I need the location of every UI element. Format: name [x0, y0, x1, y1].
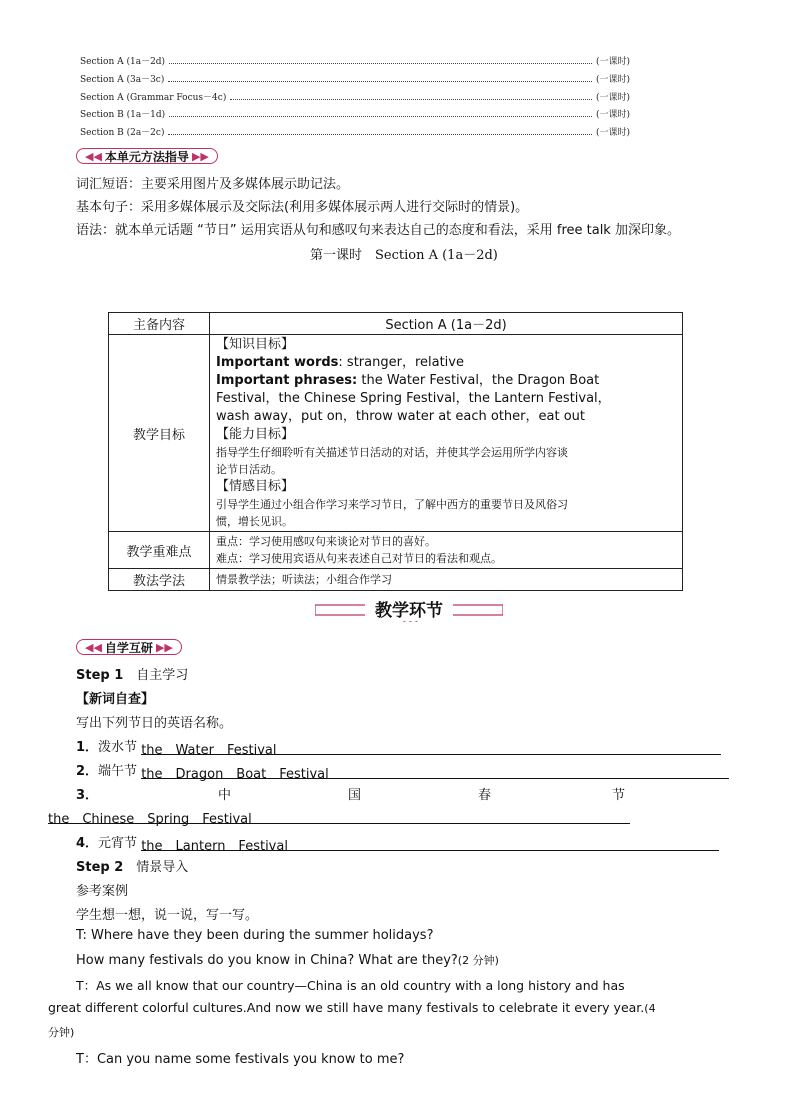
q4-answer-line[interactable]: [141, 835, 719, 854]
key-cell: [210, 532, 683, 569]
table-header-left: 主备内容: [109, 313, 210, 335]
phrases-line-3: wash away，put on，throw water at each other，eat out: [216, 409, 585, 424]
chevron-left-icon: ◀◀: [85, 149, 102, 163]
toc-label: Section A (1a－2d): [80, 56, 166, 67]
emotion-line: 引导学生通过小组合作学习来学习节日，了解中西方的重要节日及风俗习: [216, 498, 568, 511]
step2-label: Step 2: [76, 860, 124, 875]
toc-label: Section B (1a－1d): [80, 109, 166, 120]
time-note: (4: [644, 1002, 656, 1015]
dialogue-line: [76, 952, 499, 968]
emotion-line-2: 惯，增长见识。: [216, 515, 293, 528]
q3-cn-char: 国: [348, 788, 362, 803]
time-note: (2 分钟): [457, 954, 499, 967]
dialogue-line: T：Can you name some festivals you know to me?: [76, 1052, 405, 1067]
toc-label: Section B (2a－2c): [80, 127, 165, 138]
words-line: [216, 354, 676, 372]
question-3: [76, 784, 731, 803]
q1-answer: the Water Festival: [141, 743, 277, 758]
chevron-right-icon: ▶▶: [155, 640, 173, 654]
q4-cn: 元宵节: [98, 836, 138, 851]
question-4: [76, 832, 719, 854]
q3-num: 3．: [76, 788, 99, 803]
section-heading-text: 教学环节: [365, 596, 453, 621]
key-label: 教学重难点: [109, 532, 210, 569]
phrases-line: [216, 372, 676, 390]
question-2: [76, 760, 729, 782]
goals-label: 教学目标: [109, 335, 210, 532]
dialogue-text: How many festivals do you know in China? What are they?: [76, 953, 458, 968]
instruction: 写出下列节日的英语名称。: [76, 716, 233, 731]
emotion-title: 【情感目标】: [216, 479, 295, 494]
section-heading: [315, 598, 503, 620]
toc-row: [80, 124, 630, 138]
question-1: [76, 736, 721, 758]
self-study-label: 自学互研: [104, 640, 153, 655]
toc-tag: (一课时): [595, 56, 630, 67]
new-words-title: 【新词自查】: [76, 692, 155, 707]
method-banner: [76, 148, 218, 164]
phrases-value: the Water Festival，the Dragon Boat: [357, 373, 600, 388]
words-label: Important words: [216, 355, 339, 370]
method-value: 情景教学法；听读法；小组合作学习: [210, 569, 683, 591]
step1-label: Step 1: [76, 668, 124, 683]
ability-line: 指导学生仔细聆听有关描述节日活动的对话，并使其学会运用所学内容谈: [216, 446, 568, 459]
knowledge-title: 【知识目标】: [216, 337, 295, 352]
method-banner-label: 本单元方法指导: [104, 149, 189, 164]
step1-title: 自主学习: [136, 668, 189, 683]
self-study-banner: [76, 639, 182, 655]
dialogue-line: T: Where have they been during the summer holidays?: [76, 928, 434, 943]
method-line: 基本句子：采用多媒体展示及交际法(利用多媒体展示两人进行交际时的情景)。: [76, 200, 529, 215]
toc-label: Section A (3a－3c): [80, 74, 165, 85]
dialogue-line: [48, 1000, 656, 1015]
q2-cn: 端午节: [98, 764, 138, 779]
phrases-label: Important phrases:: [216, 373, 358, 388]
lesson-title: 第一课时 Section A (1a－2d): [310, 248, 498, 263]
toc-label: Section A (Grammar Focus－4c): [80, 92, 227, 103]
think-line: 学生想一想，说一说，写一写。: [76, 908, 259, 923]
q3-answer: the Chinese Spring Festival: [48, 812, 252, 827]
reference-case: 参考案例: [76, 884, 129, 899]
step2-title: 情景导入: [136, 860, 189, 875]
step2-heading: [76, 856, 188, 875]
chevron-left-icon: ◀◀: [85, 640, 102, 654]
table-row: [109, 335, 683, 532]
time-note: 分钟): [48, 1026, 75, 1039]
toc-row: [80, 89, 630, 103]
q2-num: 2．: [76, 764, 99, 779]
toc-row: [80, 71, 630, 85]
ability-title: 【能力目标】: [216, 427, 295, 442]
q1-answer-line[interactable]: [141, 739, 721, 758]
key-point: 重点：学习使用感叹句来谈论对节日的喜好。: [216, 535, 436, 548]
table-header-right: Section A (1a－2d): [210, 313, 683, 335]
dialogue-text: great different colorful cultures.And now we still have many festivals to celebrate it every year.: [48, 1000, 645, 1015]
q3-answer-line[interactable]: [48, 808, 630, 827]
q4-num: 4．: [76, 836, 99, 851]
q1-num: 1．: [76, 740, 99, 755]
q2-answer-line[interactable]: [141, 763, 729, 782]
toc-tag: (一课时): [595, 92, 630, 103]
ability-line-2: 论节日活动。: [216, 463, 282, 476]
q2-answer: the Dragon Boat Festival: [141, 767, 329, 782]
toc-tag: (一课时): [595, 127, 630, 138]
difficult-point: 难点：学习使用宾语从句来表述自己对节日的看法和观点。: [216, 552, 502, 565]
toc-row: [80, 53, 630, 67]
goals-cell: [210, 335, 683, 532]
step1-heading: [76, 664, 188, 683]
phrases-line-2: Festival，the Chinese Spring Festival，the Lantern Festival，: [216, 391, 611, 406]
q3-cn-char: 春: [478, 788, 492, 803]
q3-cn-char: 节: [612, 788, 626, 803]
table-row: [109, 569, 683, 591]
method-line: 词汇短语：主要采用图片及多媒体展示助记法。: [76, 177, 350, 192]
toc-row: [80, 106, 630, 120]
q4-answer: the Lantern Festival: [141, 839, 288, 854]
chevron-right-icon: ▶▶: [191, 149, 209, 163]
toc-tag: (一课时): [595, 109, 630, 120]
words-value: : stranger，relative: [338, 355, 464, 370]
table-row: [109, 532, 683, 569]
lesson-plan-table: [108, 312, 683, 591]
q1-cn: 泼水节: [98, 740, 138, 755]
q3-cn-char: 中: [218, 788, 232, 803]
table-row: [109, 313, 683, 335]
method-line: 语法：就本单元话题 “节日” 运用宾语从句和感叹句来表达自己的态度和看法，采用 free talk 加深印象。: [76, 223, 680, 238]
method-label: 教法学法: [109, 569, 210, 591]
dialogue-line: T：As we all know that our country—China is an old country with a long history and has: [76, 978, 625, 993]
toc-tag: (一课时): [595, 74, 630, 85]
question-3-answer: [48, 808, 630, 827]
